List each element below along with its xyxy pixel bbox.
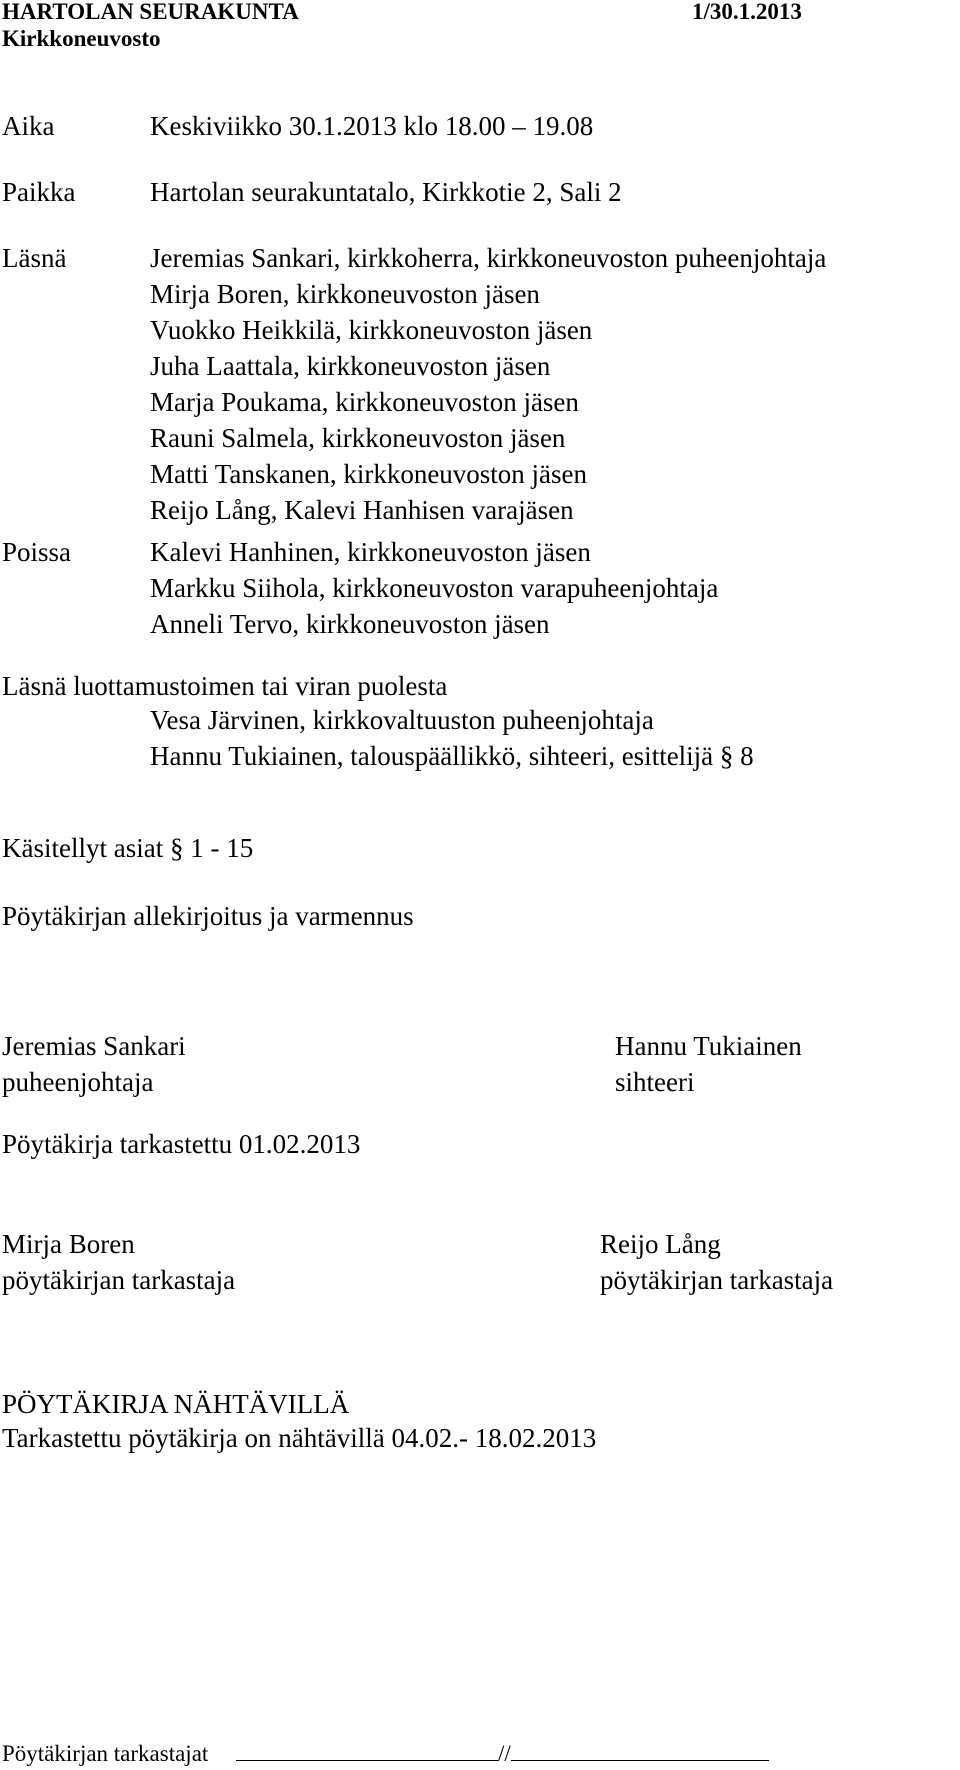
place-value: Hartolan seurakuntatalo, Kirkkotie 2, Sali 2	[150, 177, 622, 207]
list-item: Rauni Salmela, kirkkoneuvoston jäsen	[150, 423, 566, 453]
checker-2-name: Reijo Lång	[600, 1229, 721, 1259]
public-text: Tarkastettu pöytäkirja on nähtävillä 04.02.- 18.02.2013	[2, 1423, 597, 1453]
office-list	[150, 702, 754, 774]
signature-line	[511, 1740, 769, 1761]
time-value: Keskiviikko 30.1.2013 klo 18.00 – 19.08	[150, 111, 594, 141]
secretary-name: Hannu Tukiainen	[615, 1031, 802, 1061]
signature-line	[236, 1740, 498, 1761]
footer-separator: //	[498, 1741, 511, 1766]
checker-1	[2, 1226, 235, 1298]
present-list	[150, 240, 826, 528]
present-label: Läsnä	[2, 243, 67, 273]
footer-label: Pöytäkirjan tarkastajat	[2, 1741, 209, 1766]
office-label: Läsnä luottamustoimen tai viran puolesta	[2, 671, 448, 701]
place-label: Paikka	[2, 177, 76, 207]
absent-label: Poissa	[2, 537, 72, 567]
checker-2	[600, 1226, 833, 1298]
list-item: Reijo Lång, Kalevi Hanhisen varajäsen	[150, 495, 574, 525]
list-item: Kalevi Hanhinen, kirkkoneuvoston jäsen	[150, 537, 591, 567]
checker-1-name: Mirja Boren	[2, 1229, 135, 1259]
secretary-role: sihteeri	[615, 1067, 695, 1097]
list-item: Matti Tanskanen, kirkkoneuvoston jäsen	[150, 459, 588, 489]
organization-name: HARTOLAN SEURAKUNTA	[2, 0, 299, 24]
checker-2-role: pöytäkirjan tarkastaja	[600, 1265, 834, 1295]
list-item: Markku Siihola, kirkkoneuvoston varapuheenjohtaja	[150, 573, 719, 603]
chair-role: puheenjohtaja	[2, 1067, 154, 1097]
signing-title: Pöytäkirjan allekirjoitus ja varmennus	[2, 901, 414, 931]
secretary-signature	[615, 1028, 802, 1100]
list-item: Vuokko Heikkilä, kirkkoneuvoston jäsen	[150, 315, 593, 345]
chair-name: Jeremias Sankari	[2, 1031, 186, 1061]
footer-checkers	[2, 1740, 769, 1767]
public-title: PÖYTÄKIRJA NÄHTÄVILLÄ	[2, 1389, 350, 1419]
list-item: Hannu Tukiainen, talouspäällikkö, sihteeri, esittelijä § 8	[150, 741, 754, 771]
list-item: Mirja Boren, kirkkoneuvoston jäsen	[150, 279, 540, 309]
time-label: Aika	[2, 111, 55, 141]
page-date: 1/30.1.2013	[692, 0, 802, 24]
body-name: Kirkkoneuvosto	[2, 26, 161, 51]
list-item: Vesa Järvinen, kirkkovaltuuston puheenjohtaja	[150, 705, 654, 735]
checker-1-role: pöytäkirjan tarkastaja	[2, 1265, 236, 1295]
checked-date: Pöytäkirja tarkastettu 01.02.2013	[2, 1129, 361, 1159]
list-item: Juha Laattala, kirkkoneuvoston jäsen	[150, 351, 551, 381]
absent-list	[150, 534, 718, 642]
items-handled: Käsitellyt asiat § 1 - 15	[2, 833, 254, 863]
chair-signature	[2, 1028, 186, 1100]
list-item: Marja Poukama, kirkkoneuvoston jäsen	[150, 387, 579, 417]
list-item: Anneli Tervo, kirkkoneuvoston jäsen	[150, 609, 550, 639]
list-item: Jeremias Sankari, kirkkoherra, kirkkoneuvoston puheenjohtaja	[150, 243, 827, 273]
